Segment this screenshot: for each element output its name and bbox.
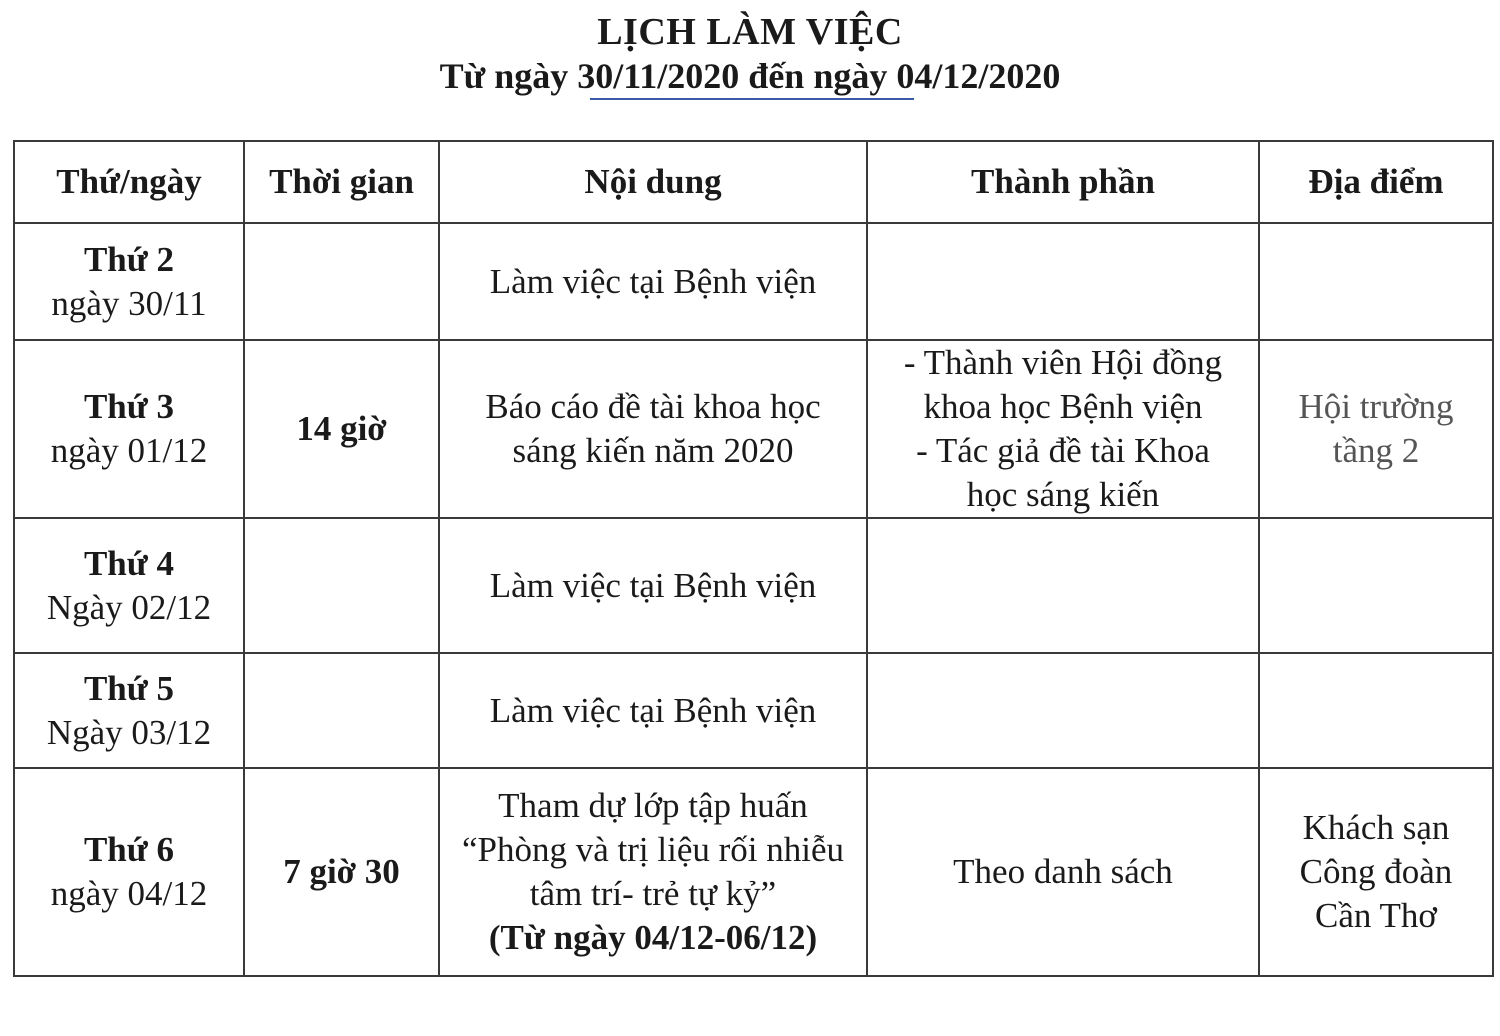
page-subtitle: Từ ngày 30/11/2020 đến ngày 04/12/2020 (439, 56, 1061, 96)
location-line: Cần Thơ (1315, 896, 1437, 935)
day-cell (14, 223, 244, 340)
day-name: Thứ 2 (83, 239, 175, 279)
content-line: Báo cáo đề tài khoa học (485, 387, 821, 426)
day-date: Ngày 02/12 (46, 587, 212, 627)
content-cell (439, 223, 867, 340)
location-line: Hội trường (1298, 387, 1454, 426)
location-cell (1259, 768, 1493, 976)
content-cell (439, 653, 867, 768)
day-cell (14, 518, 244, 653)
day-date: ngày 04/12 (50, 874, 208, 913)
column-header-location: Địa điểm (1259, 141, 1493, 223)
content-cell (439, 518, 867, 653)
column-header-content: Nội dung (439, 141, 867, 223)
day-cell (14, 340, 244, 518)
location-line: tầng 2 (1332, 431, 1420, 470)
schedule-table (13, 140, 1494, 977)
participants-line: - Tác giả đề tài Khoa (916, 431, 1210, 470)
participants-line: khoa học Bệnh viện (923, 387, 1203, 426)
time-cell (244, 653, 439, 768)
column-header-day: Thứ/ngày (14, 141, 244, 223)
column-header-participants: Thành phần (867, 141, 1259, 223)
location-cell (1259, 223, 1493, 340)
table-row (14, 223, 1493, 340)
page-title: LỊCH LÀM VIỆC (597, 11, 903, 53)
day-name: Thứ 5 (83, 668, 175, 708)
location-line: Khách sạn (1302, 808, 1450, 847)
day-date: ngày 30/11 (51, 283, 207, 323)
content-cell (439, 340, 867, 518)
day-name: Thứ 6 (83, 830, 175, 869)
table-row (14, 653, 1493, 768)
participants-cell (867, 653, 1259, 768)
table-header-row (14, 141, 1493, 223)
time-cell (244, 518, 439, 653)
participants-cell (867, 223, 1259, 340)
day-date: ngày 01/12 (50, 431, 208, 470)
time-cell: 7 giờ 30 (244, 768, 439, 976)
participants-cell (867, 340, 1259, 518)
location-cell (1259, 653, 1493, 768)
day-name: Thứ 3 (83, 387, 175, 426)
location-cell (1259, 340, 1493, 518)
location-cell (1259, 518, 1493, 653)
table-row (14, 768, 1493, 976)
participants-cell (867, 518, 1259, 653)
content-line: sáng kiến năm 2020 (512, 431, 794, 470)
participants-line: Theo danh sách (953, 852, 1173, 891)
column-header-time: Thời gian (244, 141, 439, 223)
content-line: “Phòng và trị liệu rối nhiễu (461, 830, 844, 869)
time-cell: 14 giờ (244, 340, 439, 518)
content-cell (439, 768, 867, 976)
content-line: Làm việc tại Bệnh viện (489, 690, 817, 730)
participants-line: học sáng kiến (966, 475, 1160, 514)
table-row (14, 518, 1493, 653)
content-line: Làm việc tại Bệnh viện (489, 261, 817, 301)
day-name: Thứ 4 (83, 543, 175, 583)
day-cell (14, 653, 244, 768)
time-cell (244, 223, 439, 340)
subtitle-underline (590, 98, 914, 100)
content-line: tâm trí- trẻ tự kỷ” (529, 874, 777, 913)
table-row (14, 340, 1493, 518)
participants-line: - Thành viên Hội đồng (903, 343, 1223, 382)
content-line: Tham dự lớp tập huấn (498, 786, 808, 825)
location-line: Công đoàn (1299, 852, 1453, 891)
day-date: Ngày 03/12 (46, 712, 212, 752)
content-note: (Từ ngày 04/12-06/12) (488, 918, 818, 957)
participants-cell (867, 768, 1259, 976)
day-cell (14, 768, 244, 976)
content-line: Làm việc tại Bệnh viện (489, 565, 817, 605)
